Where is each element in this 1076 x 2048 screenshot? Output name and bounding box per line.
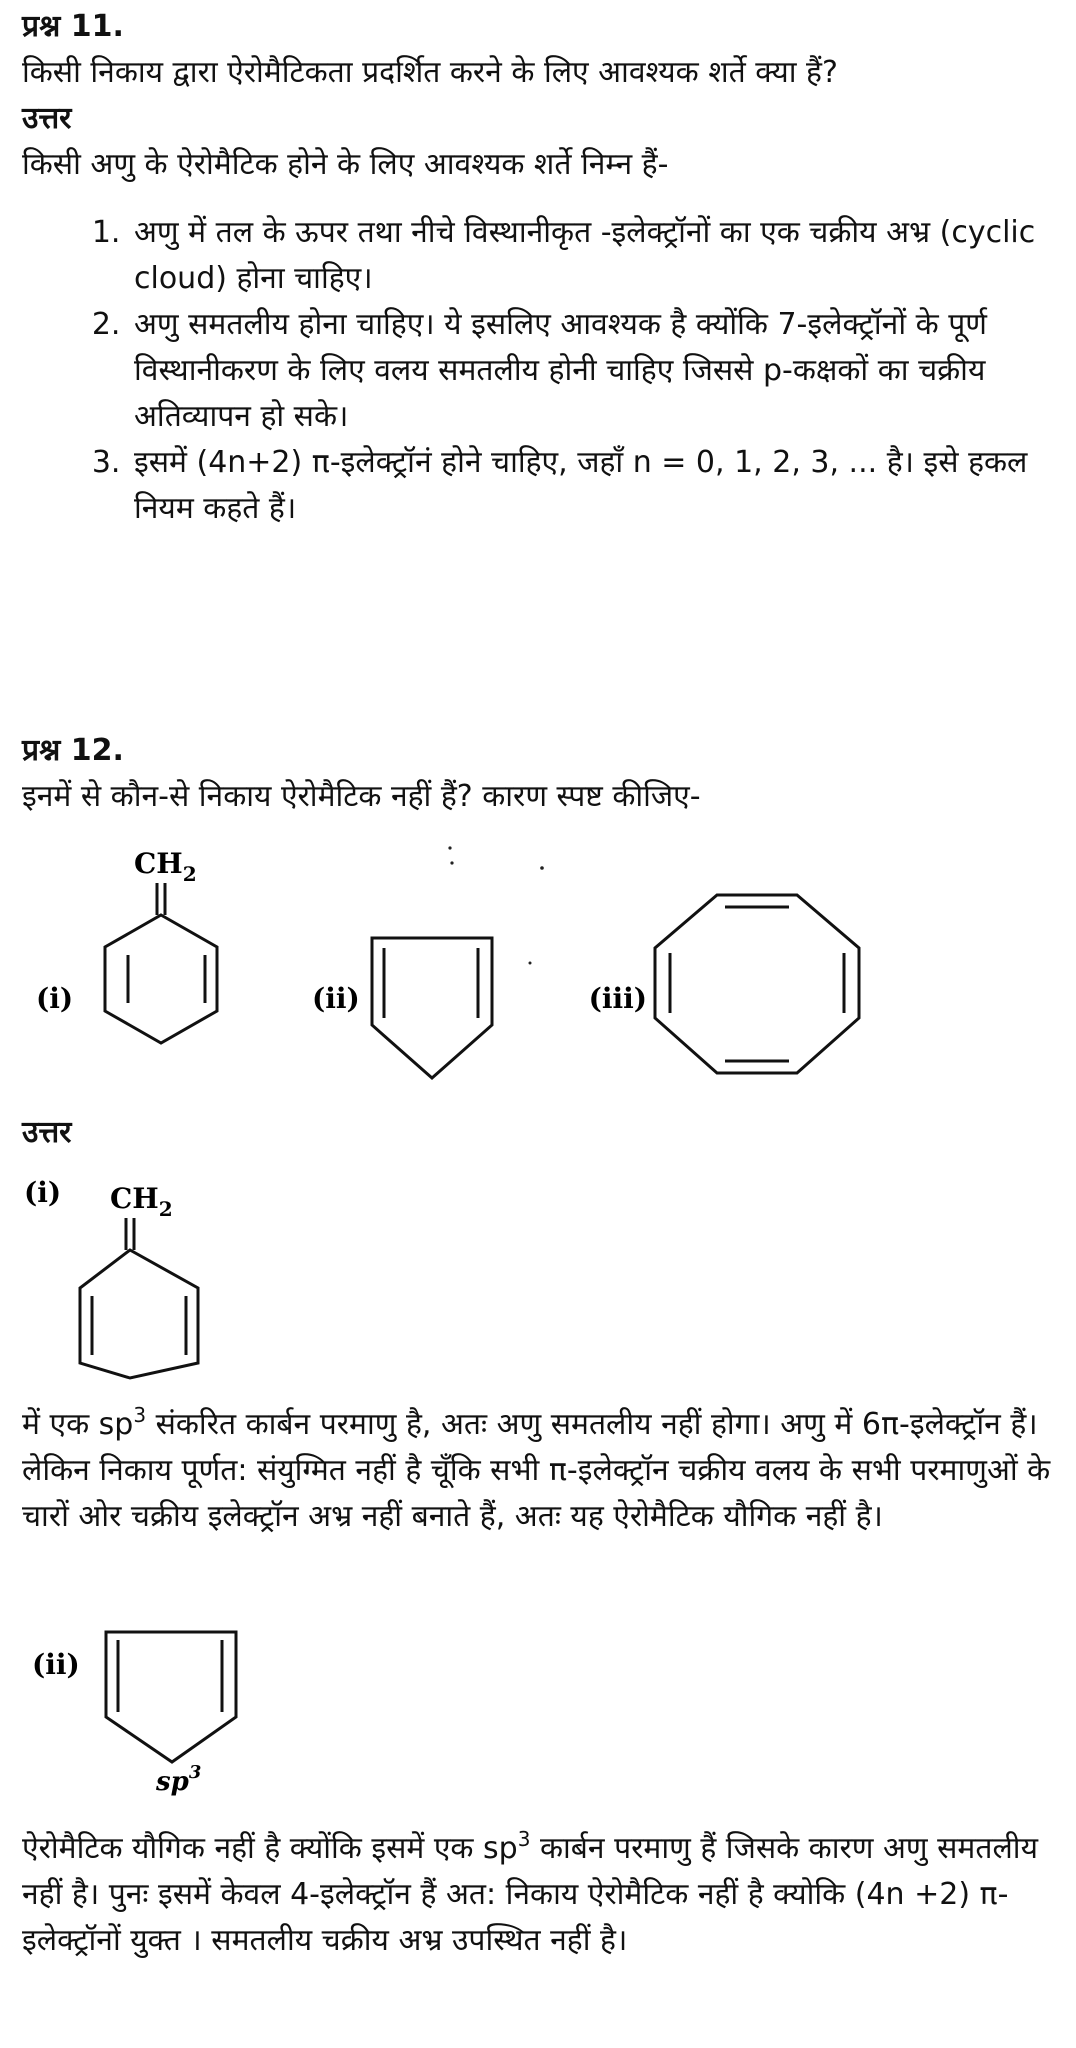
question-12-block xyxy=(22,728,1062,820)
question-12-label: प्रश्न 12. xyxy=(22,733,124,768)
answer-12-label: उत्तर xyxy=(22,1115,72,1150)
condition-item: 2. अणु समतलीय होना चाहिए। ये इसलिए आवश्यक है क्योंकि 7-इलेक्ट्रॉनों के पूर्ण विस्थानीकरण के लिए वलय समतलीय होनी चाहिए जिससे p-कक्षकों का चक्रीय अतिव्यापन हो सके। xyxy=(130,302,1062,440)
condition-item: 1. अणु में तल के ऊपर तथा नीचे विस्थानीकृत -इलेक्ट्रॉनों का एक चक्रीय अभ्र (cyclic cloud) होना चाहिए। xyxy=(130,210,1062,302)
condition-item: 3. इसमें (4n+2) π-इलेक्ट्रॉनं होने चाहिए, जहाँ n = 0, 1, 2, 3, ... है। इसे हकल नियम कहते हैं। xyxy=(130,440,1062,532)
answer-i-text xyxy=(22,1402,1062,1540)
answer-i-ch2-label: CH xyxy=(110,1182,159,1215)
answer-i-structure xyxy=(22,1170,322,1390)
ch2-label: CH xyxy=(134,847,183,880)
answer-i-text-pre: में एक sp xyxy=(22,1407,134,1442)
answer-ii-structure xyxy=(22,1620,322,1800)
structure-label-ii: (ii) xyxy=(312,982,360,1015)
svg-text:sp3 xyxy=(155,1762,201,1797)
answer-11-intro: किसी अणु के ऐरोमैटिक होने के लिए आवश्यक शर्ते निम्न हैं- xyxy=(22,147,669,182)
answer-i-label: (i) xyxy=(24,1176,62,1209)
answer-ii-block xyxy=(22,1826,1062,1964)
ch2-subscript: 2 xyxy=(182,862,197,886)
answer-ii-text xyxy=(22,1826,1062,1964)
answer-i-superscript: 3 xyxy=(133,1403,147,1427)
answer-i-text-post: संकरित कार्बन परमाणु है, अतः अणु समतलीय नहीं होगा। अणु में 6π-इलेक्ट्रॉन हैं। लेकिन निकाय पूर्णत: संयुग्मित नहीं है चूँकि सभी π-इलेक्ट्रॉन चक्रीय वलय के सभी परमाणुओं के चारों ओर चक्रीय इलेक्ट्रॉन अभ्र नहीं बनाते हैं, अतः यह ऐरोमैटिक यौगिक नहीं है। xyxy=(22,1407,1051,1534)
answer-i-block xyxy=(22,1402,1062,1540)
structure-label-iii: (iii) xyxy=(588,982,647,1015)
svg-text:CH2 xyxy=(110,1182,173,1221)
structure-label-i: (i) xyxy=(36,982,74,1015)
sp3-label: sp xyxy=(156,1767,189,1797)
question-11-text: किसी निकाय द्वारा ऐरोमैटिकता प्रदर्शित करने के लिए आवश्यक शर्ते क्या हैं? xyxy=(22,55,838,90)
aromaticity-conditions-list xyxy=(22,210,1062,532)
answer-i-ch2-subscript: 2 xyxy=(158,1197,173,1221)
answer-ii-superscript: 3 xyxy=(517,1827,531,1851)
svg-text:CH2 xyxy=(134,847,197,886)
question-11-block xyxy=(22,4,1062,532)
answer-ii-label: (ii) xyxy=(32,1648,80,1681)
answer-ii-text-post: कार्बन परमाणु हैं जिसके कारण अणु समतलीय नहीं है। पुनः इसमें केवल 4-इलेक्ट्रॉन हैं अत: निकाय ऐरोमैटिक नहीं है क्योकि (4n +2) π-इलेक्ट्रॉनों युक्त । समतलीय चक्रीय अभ्र उपस्थित नहीं है। xyxy=(22,1831,1038,1958)
answer-ii-text-pre: ऐरोमैटिक यौगिक नहीं है क्योंकि इसमें एक sp xyxy=(22,1831,518,1866)
question-12-text: इनमें से कौन-से निकाय ऐरोमैटिक नहीं हैं? कारण स्पष्ट कीजिए- xyxy=(22,779,701,814)
answer-11-label: उत्तर xyxy=(22,101,72,136)
answer-12-header xyxy=(22,1110,1062,1156)
question-11-label: प्रश्न 11. xyxy=(22,9,124,44)
sp3-superscript: 3 xyxy=(188,1762,202,1783)
question-12-structures-figure xyxy=(22,830,1062,1090)
